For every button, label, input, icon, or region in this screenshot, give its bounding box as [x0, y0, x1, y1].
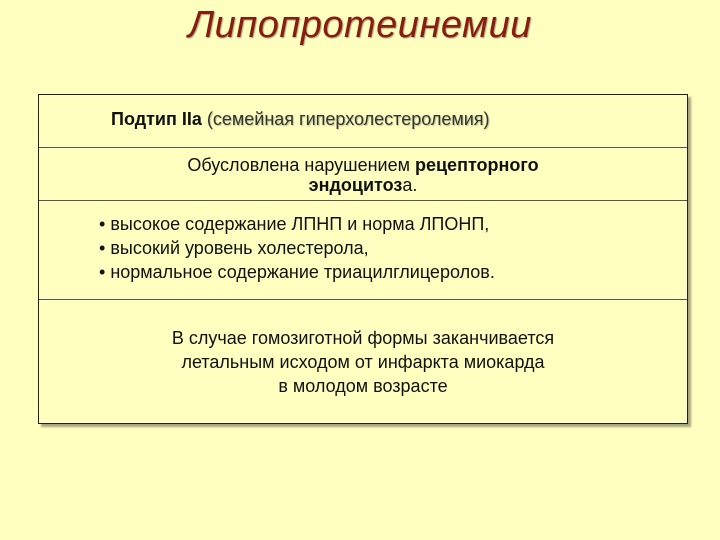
- slide-title: Липопротеинемии: [188, 4, 532, 46]
- outcome-statement: [39, 326, 687, 398]
- features-row: [39, 201, 687, 300]
- outcome-line: в молодом возрасте: [278, 376, 448, 396]
- list-item: [99, 260, 495, 284]
- bullet-icon: •: [99, 214, 106, 234]
- bullet-icon: •: [99, 238, 106, 258]
- subtype-description: семейная гиперхолестеролемия: [212, 109, 484, 129]
- list-item: [99, 236, 495, 260]
- outcome-line: В случае гомозиготной формы заканчивается: [171, 328, 555, 348]
- cause-text-before: Обусловлена нарушением: [187, 155, 415, 175]
- list-item-text: высокое содержание ЛПНП и норма ЛПОНП,: [110, 214, 490, 234]
- content-table: [38, 94, 688, 424]
- bullet-icon: •: [99, 262, 106, 282]
- list-item-text: нормальное содержание триацилглицеролов.: [110, 262, 495, 282]
- outcome-line: летальным исходом от инфаркта миокарда: [181, 352, 545, 372]
- features-list: [99, 212, 495, 284]
- cause-emphasis-endocytosis: эндоцитоз: [308, 175, 403, 195]
- subtype-open-paren: (: [201, 109, 213, 129]
- cause-row: [39, 148, 687, 201]
- cause-text-after: а.: [402, 175, 418, 195]
- subtype-close-paren: ): [483, 109, 490, 129]
- cause-emphasis-receptor: рецепторного: [414, 155, 539, 175]
- list-item-text: высокий уровень холестерола,: [110, 238, 369, 258]
- subtype-row: [39, 95, 687, 148]
- list-item: [99, 212, 495, 236]
- cause-statement: [39, 155, 687, 195]
- subtype-heading: [111, 109, 490, 130]
- subtype-label: Подтип IIa: [111, 109, 202, 129]
- outcome-row: [39, 300, 687, 423]
